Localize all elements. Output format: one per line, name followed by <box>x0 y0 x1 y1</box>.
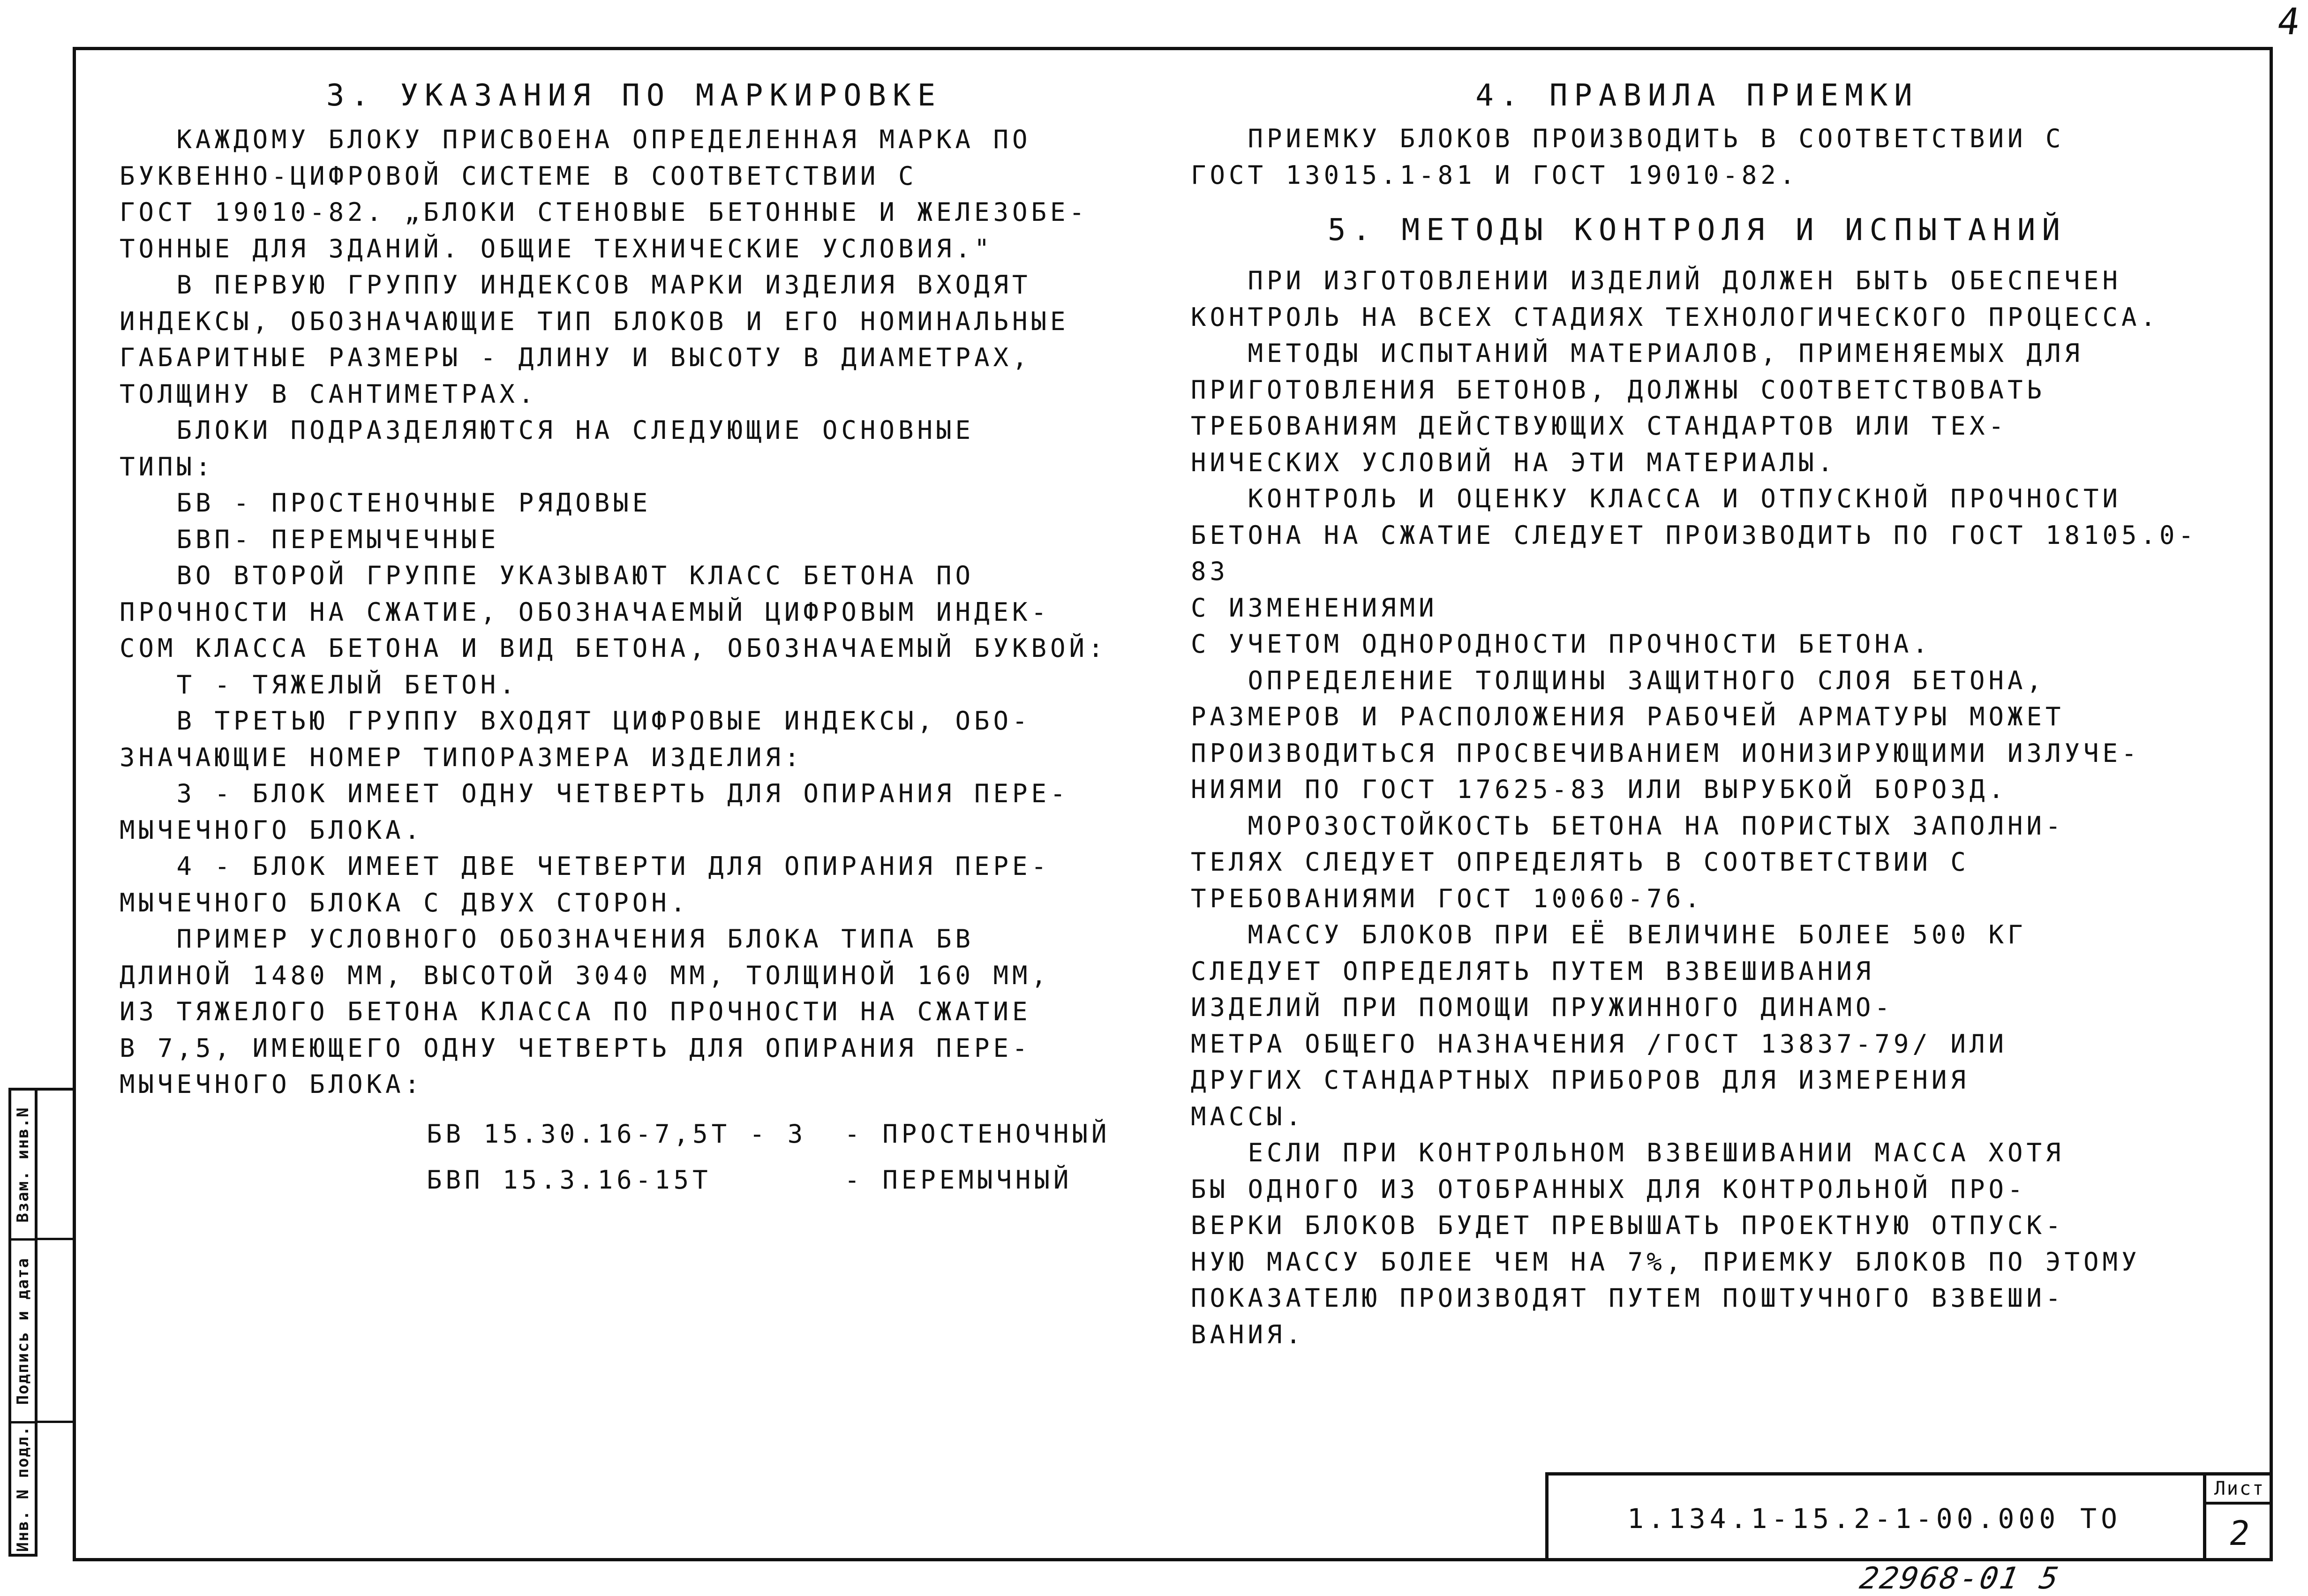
paragraph: МАССУ БЛОКОВ ПРИ ЕЁ ВЕЛИЧИНЕ БОЛЕЕ 500 КГ СЛЕДУЕТ ОПРЕДЕЛЯТЬ ПУТЕМ ВЗВЕШИВАНИЯ ИЗДЕЛИЙ ПРИ ПОМОЩИ ПРУЖИННОГО ДИНАМО- МЕТРА ОБЩЕГО НАЗНАЧЕНИЯ /ГОСТ 13837-79/ ИЛИ ДРУГИХ СТАНДАРТНЫХ ПРИБОРОВ ДЛЯ ИЗМЕРЕНИЯ МАССЫ. <box>1191 920 2027 1131</box>
paragraph: КАЖДОМУ БЛОКУ ПРИСВОЕНА ОПРЕДЕЛЕННАЯ МАРКА ПО БУКВЕННО-ЦИФРОВОЙ СИСТЕМЕ В СООТВЕТСТВИИ С ГОСТ 19010-82. „БЛОКИ СТЕНОВЫЕ БЕТОННЫЕ И ЖЕЛЕЗОБЕ- ТОННЫЕ ДЛЯ ЗДАНИЙ. ОБЩИЕ ТЕХНИЧЕСКИЕ УСЛОВИЯ." <box>120 125 1089 263</box>
paragraph: ОПРЕДЕЛЕНИЕ ТОЛЩИНЫ ЗАЩИТНОГО СЛОЯ БЕТОНА, РАЗМЕРОВ И РАСПОЛОЖЕНИЯ РАБОЧЕЙ АРМАТУРЫ МОЖЕТ ПРОИЗВОДИТЬСЯ ПРОСВЕЧИВАНИЕМ ИОНИЗИРУЮЩИМИ ИЗЛУЧЕ- НИЯМИ ПО ГОСТ 17625-83 ИЛИ ВЫРУБКОЙ БОРОЗД. <box>1191 665 2141 804</box>
section-3-heading: 3. УКАЗАНИЯ ПО МАРКИРОВКЕ <box>326 78 942 113</box>
sheet-number: 2 <box>2226 1513 2253 1553</box>
strip-cell-replacement <box>11 1091 35 1241</box>
paragraph: КОНТРОЛЬ И ОЦЕНКУ КЛАССА И ОТПУСКНОЙ ПРОЧНОСТИ БЕТОНА НА СЖАТИЕ СЛЕДУЕТ ПРОИЗВОДИТЬ ПО ГОСТ 18105.0-83 С ИЗМЕНЕНИЯМИ С УЧЕТОМ ОДНОРОДНОСТИ ПРОЧНОСТИ БЕТОНА. <box>1191 484 2198 659</box>
designation-example: БВП 15.3.16-15Т - ПЕРЕМЫЧНЫЙ <box>427 1165 1073 1195</box>
sheet-cell <box>2203 1476 2273 1561</box>
title-block <box>1545 1472 2273 1561</box>
document-code: 1.134.1-15.2-1-00.000 ТО <box>1627 1502 2122 1535</box>
strip-divider <box>38 1088 73 1557</box>
paragraph: ПРИМЕР УСЛОВНОГО ОБОЗНАЧЕНИЯ БЛОКА ТИПА БВ ДЛИНОЙ 1480 ММ, ВЫСОТОЙ 3040 ММ, ТОЛЩИНОЙ 160 ММ, ИЗ ТЯЖЕЛОГО БЕТОНА КЛАССА ПО ПРОЧНОСТИ НА СЖАТИЕ В 7,5, ИМЕЮЩЕГО ОДНУ ЧЕТВЕРТЬ ДЛЯ ОПИРАНИЯ ПЕРЕ- МЫЧЕЧНОГО БЛОКА: <box>120 924 1051 1099</box>
section-acceptance-and-testing <box>1191 77 2203 1353</box>
paragraph: МЕТОДЫ ИСПЫТАНИЙ МАТЕРИАЛОВ, ПРИМЕНЯЕМЫХ ДЛЯ ПРИГОТОВЛЕНИЯ БЕТОНОВ, ДОЛЖНЫ СООТВЕТСТВОВАТЬ ТРЕБОВАНИЯМ ДЕЙСТВУЮЩИХ СТАНДАРТОВ ИЛИ ТЕХ- НИЧЕСКИХ УСЛОВИЙ НА ЭТИ МАТЕРИАЛЫ. <box>1191 339 2084 477</box>
strip-label: Инв. N подл. <box>14 1425 32 1552</box>
paragraph: ПРИЕМКУ БЛОКОВ ПРОИЗВОДИТЬ В СООТВЕТСТВИИ С ГОСТ 13015.1-81 И ГОСТ 19010-82. <box>1191 124 2065 190</box>
paragraph: ЕСЛИ ПРИ КОНТРОЛЬНОМ ВЗВЕШИВАНИИ МАССА ХОТЯ БЫ ОДНОГО ИЗ ОТОБРАННЫХ ДЛЯ КОНТРОЛЬНОЙ ПРО- ВЕРКИ БЛОКОВ БУДЕТ ПРЕВЫШАТЬ ПРОЕКТНУЮ ОТПУСК- НУЮ МАССУ БОЛЕЕ ЧЕМ НА 7%, ПРИЕМКУ БЛОКОВ ПО ЭТОМУ ПОКАЗАТЕЛЮ ПРОИЗВОДЯТ ПУТЕМ ПОШТУЧНОГО ВЗВЕШИ- ВАНИЯ. <box>1191 1138 2141 1349</box>
sheet-label: Лист <box>2206 1476 2273 1505</box>
page-number: 4 <box>2274 1 2303 43</box>
paragraph: БЛОКИ ПОДРАЗДЕЛЯЮТСЯ НА СЛЕДУЮЩИЕ ОСНОВНЫЕ ТИПЫ: <box>120 415 974 482</box>
paragraph: Т - ТЯЖЕЛЫЙ БЕТОН. <box>120 670 519 700</box>
stamp-strip <box>8 1088 38 1557</box>
archive-number: 22968-01 5 <box>1857 1561 2063 1596</box>
paragraph: МОРОЗОСТОЙКОСТЬ БЕТОНА НА ПОРИСТЫХ ЗАПОЛНИ- ТЕЛЯХ СЛЕДУЕТ ОПРЕДЕЛЯТЬ В СООТВЕТСТВИИ С ТРЕБОВАНИЯМИ ГОСТ 10060-76. <box>1191 811 2065 913</box>
paragraph: 4 - БЛОК ИМЕЕТ ДВЕ ЧЕТВЕРТИ ДЛЯ ОПИРАНИЯ ПЕРЕ- МЫЧЕЧНОГО БЛОКА С ДВУХ СТОРОН. <box>120 851 1051 918</box>
strip-label: Взам. инв.N <box>14 1106 32 1223</box>
list-item-bvp: БВП- ПЕРЕМЫЧЕЧНЫЕ <box>120 524 500 554</box>
paragraph: 3 - БЛОК ИМЕЕТ ОДНУ ЧЕТВЕРТЬ ДЛЯ ОПИРАНИЯ ПЕРЕ- МЫЧЕЧНОГО БЛОКА. <box>120 779 1069 845</box>
paragraph: В ПЕРВУЮ ГРУППУ ИНДЕКСОВ МАРКИ ИЗДЕЛИЯ ВХОДЯТ ИНДЕКСЫ, ОБОЗНАЧАЮЩИЕ ТИП БЛОКОВ И ЕГО НОМИНАЛЬНЫЕ ГАБАРИТНЫЕ РАЗМЕРЫ - ДЛИНУ И ВЫСОТУ В ДИАМЕТРАХ, ТОЛЩИНУ В САНТИМЕТРАХ. <box>120 270 1069 409</box>
paragraph: ПРИ ИЗГОТОВЛЕНИИ ИЗДЕЛИЙ ДОЛЖЕН БЫТЬ ОБЕСПЕЧЕН КОНТРОЛЬ НА ВСЕХ СТАДИЯХ ТЕХНОЛОГИЧЕСКОГО ПРОЦЕССА. <box>1191 266 2160 332</box>
strip-cell-signature <box>11 1241 35 1423</box>
designation-example: БВ 15.30.16-7,5Т - 3 - ПРОСТЕНОЧНЫЙ <box>427 1119 1111 1149</box>
strip-divider <box>38 1238 73 1240</box>
list-item-bv: БВ - ПРОСТЕНОЧНЫЕ РЯДОВЫЕ <box>120 488 652 518</box>
section-4-heading: 4. ПРАВИЛА ПРИЕМКИ <box>1475 78 1919 113</box>
section-5-heading: 5. МЕТОДЫ КОНТРОЛЯ И ИСПЫТАНИЙ <box>1328 213 2067 248</box>
section-marking <box>120 77 1149 1203</box>
paragraph: ВО ВТОРОЙ ГРУППЕ УКАЗЫВАЮТ КЛАСС БЕТОНА ПО ПРОЧНОСТИ НА СЖАТИЕ, ОБОЗНАЧАЕМЫЙ ЦИФРОВЫМ ИНДЕК- СОМ КЛАССА БЕТОНА И ВИД БЕТОНА, ОБОЗНАЧАЕМЫЙ БУКВОЙ: <box>120 561 1107 663</box>
paragraph: В ТРЕТЬЮ ГРУППУ ВХОДЯТ ЦИФРОВЫЕ ИНДЕКСЫ, ОБО- ЗНАЧАЮЩИЕ НОМЕР ТИПОРАЗМЕРА ИЗДЕЛИЯ: <box>120 706 1031 772</box>
strip-label: Подпись и дата <box>14 1257 32 1405</box>
designation-examples <box>120 1111 1149 1203</box>
strip-divider <box>38 1421 73 1423</box>
strip-cell-inventory <box>11 1423 35 1554</box>
